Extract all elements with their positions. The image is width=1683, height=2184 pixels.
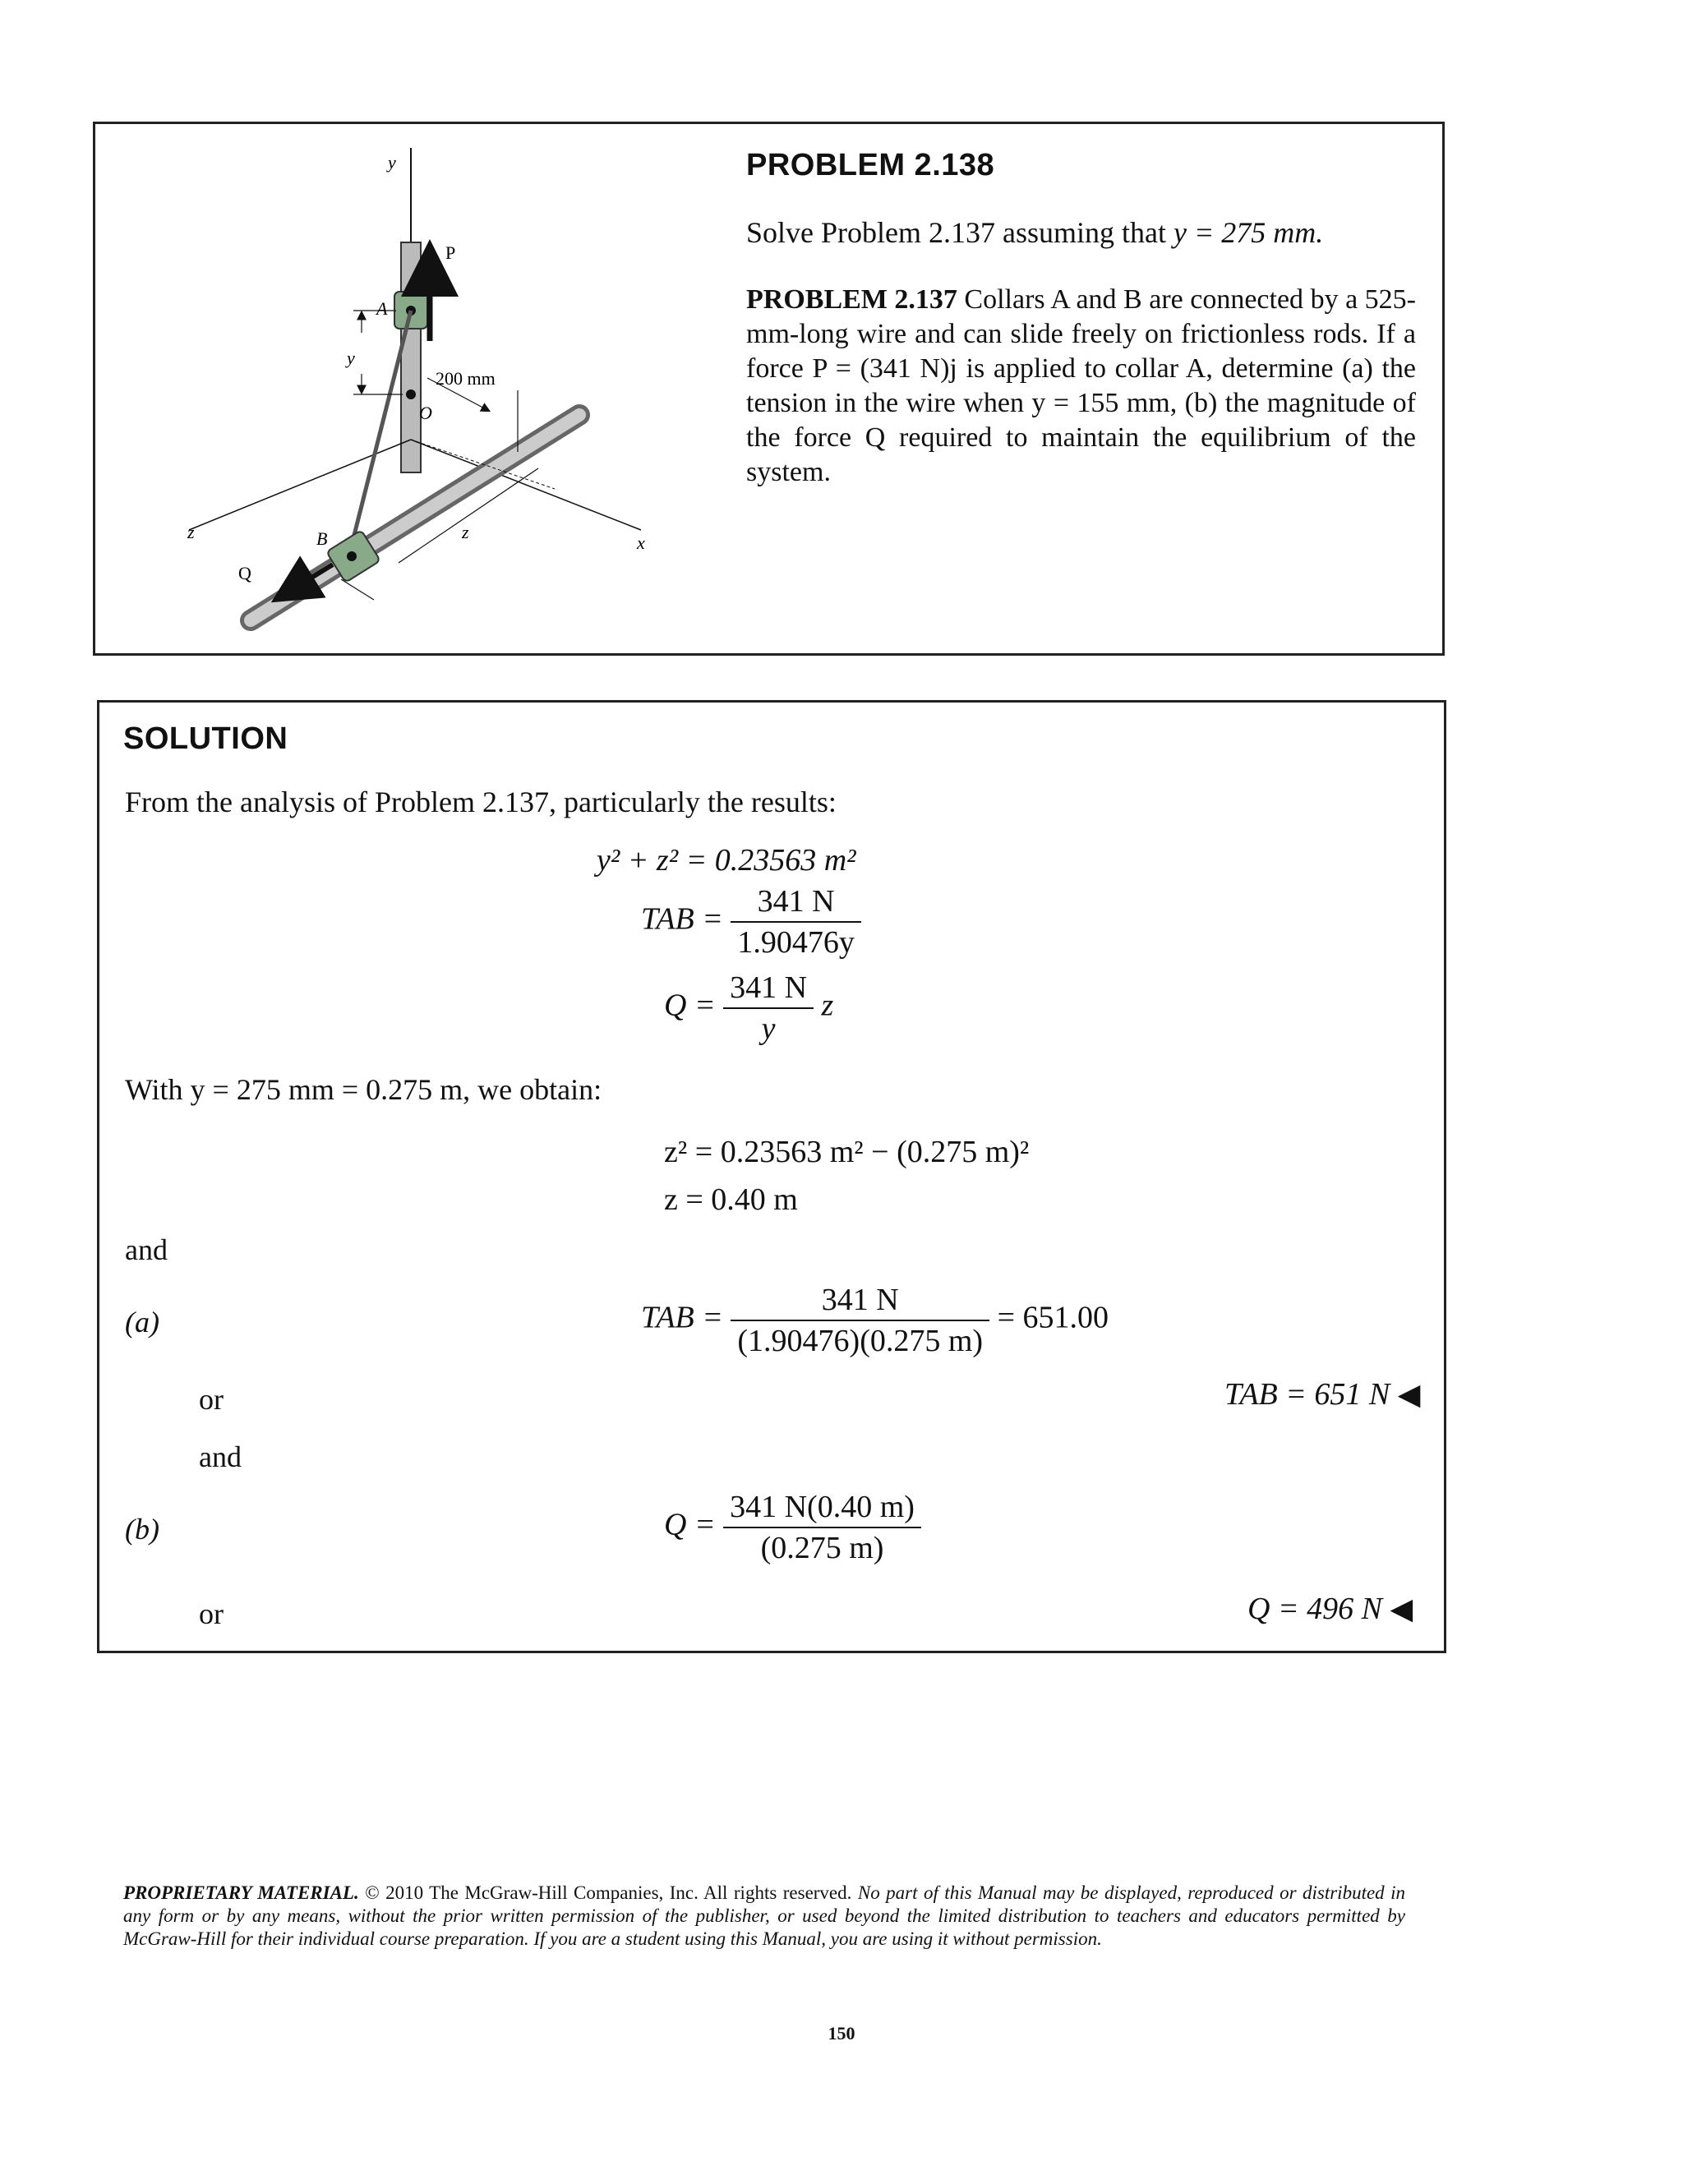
equation-7 [664,1489,921,1566]
page-number: 150 [828,2023,855,2043]
and-label-2: and [199,1440,242,1473]
equation-4: z² = 0.23563 m² − (0.275 m)² [664,1135,1030,1169]
equation-3-tail: z [821,988,834,1023]
equation-2-denominator: 1.90476y [737,925,855,960]
footer-text: No part of this Manual may be displayed, reproduced or distributed in any form or by any means, without the prior written permission of the publisher, or used beyond the limited distribution to teachers and educators permitted by McGraw-Hill for their individual course preparation. If you are a student using this Manual, you are using it without permission. [123,1882,1406,1949]
answer-marker-icon: ◀ [1390,1592,1413,1625]
equation-5: z = 0.40 m [664,1182,798,1217]
equation-2-numerator: 341 N [731,883,861,923]
problem-statement [746,215,1323,250]
problem-statement-eq: y = 275 mm. [1173,216,1324,249]
equation-3 [664,970,833,1047]
equation-7-denominator: (0.275 m) [760,1531,884,1565]
equation-6-tail: = 651.00 [997,1300,1109,1335]
or-label-1: or [199,1383,224,1416]
solution-intro: From the analysis of Problem 2.137, particularly the results: [125,786,837,818]
equation-2 [641,883,861,961]
answer-a-text: TAB = 651 N [1224,1377,1390,1412]
part-b-label: (b) [125,1513,159,1546]
problem-figure [164,136,674,645]
footer-notice [123,1882,1405,1951]
answer-a [1224,1376,1420,1412]
label-p: P [445,242,456,263]
label-q: Q [238,563,251,583]
footer-copyright: © 2010 The McGraw-Hill Companies, Inc. All rights reserved. [365,1882,852,1903]
equation-3-numerator: 341 N [723,970,814,1009]
label-x-axis: x [637,532,645,553]
equation-6 [641,1282,1109,1359]
reference-problem-title: PROBLEM 2.137 [746,284,957,315]
footer-lead: PROPRIETARY MATERIAL. [123,1882,359,1903]
vertical-rod [401,242,421,472]
equation-2-lhs: TAB = [641,901,723,937]
equation-1: y² + z² = 0.23563 m² [597,843,856,878]
answer-b [1247,1591,1413,1627]
equation-7-lhs: Q = [664,1507,716,1542]
solution-title: SOLUTION [123,721,288,756]
point-o [406,389,416,399]
equation-6-numerator: 341 N [731,1282,989,1321]
equation-6-lhs: TAB = [641,1300,723,1335]
equation-6-denominator: (1.90476)(0.275 m) [737,1324,984,1358]
label-z-axis: z [187,522,195,542]
answer-b-text: Q = 496 N [1247,1592,1382,1626]
label-a: A [376,298,388,319]
label-b: B [316,528,328,549]
equation-3-lhs: Q = [664,988,716,1023]
label-y-axis: y [388,152,396,173]
label-200mm: 200 mm [436,368,496,389]
reference-problem-text: Collars A and B are connected by a 525-mm-long wire and can slide freely on frictionless rods. If a force P = (341 N)j is applied to collar A, determine (a) the tension in the wire when y = 155 mm, (b) the magnitude of the force Q required to maintain the equilibrium of the system. [746,284,1416,487]
part-a-label: (a) [125,1306,159,1339]
answer-marker-icon: ◀ [1397,1378,1421,1411]
reference-problem [746,283,1416,490]
label-o: O [419,403,432,423]
problem-statement-prefix: Solve Problem 2.137 assuming that [746,216,1166,249]
problem-title: PROBLEM 2.138 [746,148,995,182]
and-label-1: and [125,1233,168,1266]
with-statement: With y = 275 mm = 0.275 m, we obtain: [125,1073,602,1106]
equation-3-denominator: y [761,1011,776,1046]
or-label-2: or [199,1597,224,1630]
equation-7-numerator: 341 N(0.40 m) [723,1489,921,1528]
label-y-dim: y [347,348,355,368]
label-z-dim: z [462,522,469,542]
z-axis-line [189,440,411,530]
